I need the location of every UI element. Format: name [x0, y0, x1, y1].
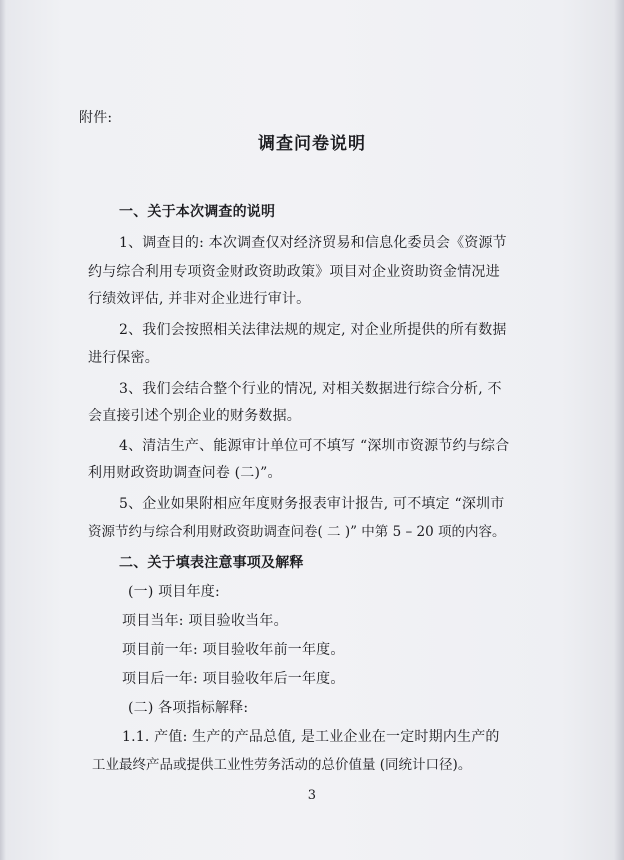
item-4-line-2: 利用财政资助调查问卷 (二)”。 [88, 465, 282, 481]
document-title: 调查问卷说明 [258, 134, 366, 154]
section-2-heading: 二、关于填表注意事项及解释 [119, 555, 304, 571]
item-3-line-1: 3、我们会结合整个行业的情况, 对相关数据进行综合分析, 不 [119, 381, 502, 397]
item-1-line-1: 1、调查目的: 本次调查仅对经济贸易和信息化委员会《资源节 [119, 235, 507, 251]
item-1-line-3: 行绩效评估, 并非对企业进行审计。 [88, 291, 311, 307]
page-right-edge-shadow [614, 0, 624, 860]
page-number: 3 [307, 788, 317, 803]
item-5-line-1: 5、企业如果附相应年度财务报表审计报告, 可不填定 “深圳市 [119, 496, 505, 512]
section-1-heading: 一、关于本次调查的说明 [119, 204, 276, 220]
item-4-line-1: 4、清洁生产、能源审计单位可不填写 “深圳市资源节约与综合 [119, 438, 510, 454]
sub-1-heading: (一) 项目年度: [128, 584, 220, 600]
attachment-label: 附件: [79, 110, 113, 126]
item-2-line-1: 2、我们会按照相关法律法规的规定, 对企业所提供的所有数据 [119, 322, 507, 338]
sub-2-heading: (二) 各项指标解释: [128, 700, 249, 716]
sub-2-line-1: 1.1. 产值: 生产的产品总值, 是工业企业在一定时期内生产的 [122, 729, 500, 745]
item-3-line-2: 会直接引述个别企业的财务数据。 [88, 408, 301, 424]
item-5-line-2: 资源节约与综合利用财政资助调查问卷( 二 )” 中第 5 – 20 项的内容。 [88, 524, 506, 540]
item-1-line-2: 约与综合利用专项资金财政资助政策》项目对企业资助资金情况进 [88, 264, 500, 280]
sub-1-line-1: 项目当年: 项目验收当年。 [122, 613, 288, 629]
item-2-line-2: 进行保密。 [88, 350, 159, 366]
sub-2-line-2: 工业最终产品或提供工业性劳务活动的总价值量 (同统计口径)。 [92, 757, 472, 773]
page-left-edge-shadow [0, 0, 6, 860]
sub-1-line-3: 项目后一年: 项目验收年后一年度。 [122, 671, 345, 687]
sub-1-line-2: 项目前一年: 项目验收年前一年度。 [122, 642, 345, 658]
